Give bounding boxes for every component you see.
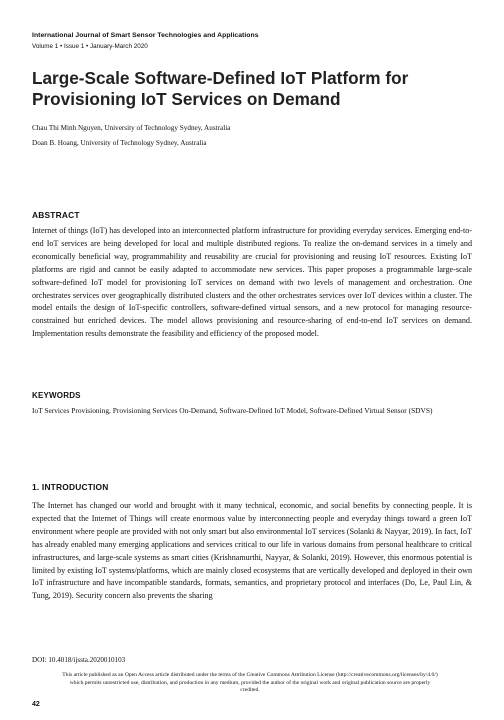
doi-line[interactable]: DOI: 10.4018/ijssta.2020010103	[32, 656, 126, 664]
introduction-heading: 1. INTRODUCTION	[32, 482, 109, 492]
introduction-text: The Internet has changed our world and brought with it many technical, economic, and social benefits by connecting people. It is expected that the Internet of Things will create enormous value by interconnecting people and everyday things toward a green IoT environment where people are provided with not only smart but also environmental IoT services (Solanki & Nayyar, 2019). In fact, IoT has already enabled many emerging applications and services critical to our life in various domains from personal healthcare to critical infrastructures, and large-scale systems as smart cities (Krishnamurthi, Nayyar, & Solanki, 2019). However, this enormous potential is limited by existing IoT systems/platforms, which are mainly closed ecosystems that are vertically developed and deployed in their own IoT infrastructure and have incompatible standards, formats, semantics, and proprietary protocol and interfaces (Do, Le, Paul Lin, & Tung, 2019). Security concern also prevents the sharing	[32, 501, 472, 601]
journal-name: International Journal of Smart Sensor Technologies and Applications	[32, 32, 259, 39]
abstract-heading: ABSTRACT	[32, 210, 80, 220]
author-affiliation-1: Chau Thi Minh Nguyen, University of Technology Sydney, Australia	[32, 124, 231, 132]
keywords-text: IoT Services Provisioning, Provisioning Services On-Demand, Software-Defined IoT Model, Software-Defined Virtual Sensor (SDVS)	[32, 406, 433, 415]
article-title: Large-Scale Software-Defined IoT Platform for Provisioning IoT Services on Demand	[32, 68, 409, 109]
keywords-heading: KEYWORDS	[32, 391, 81, 400]
license-note: This article published as an Open Access article distributed under the terms of the Creative Commons Attribution License (http://creativecommons.org/licenses/by/4.0/) which permits unrestricted use, distribution, and production in any medium, provided the author of the original work and original publication source are properly credited.	[62, 672, 438, 694]
author-affiliation-2: Doan B. Hoang, University of Technology Sydney, Australia	[32, 139, 207, 147]
journal-issue-line: Volume 1 • Issue 1 • January-March 2020	[32, 43, 148, 50]
page-number: 42	[32, 701, 40, 708]
abstract-text: Internet of things (IoT) has developed into an interconnected platform infrastructure for providing everyday services. Emerging end-to-end IoT services are being developed for local and multiple distributed regions. To realize the on-demand services in a timely and economically beneficial way, programmability and reusability are crucial for provisioning and reusing IoT resources. Existing IoT platforms are rigid and cannot be easily adapted to accommodate new services. This paper proposes a programmable large-scale software-defined IoT model for provisioning IoT services on demand with two levels of management and orchestration. One orchestrates services over geographically distributed clusters and the other orchestrates services over IoT devices within a cluster. The model entails the design of IoT-specific controllers, software-defined virtual sensors, and a new protocol for managing resource-constrained but enriched devices. The model allows provisioning and resource-sharing of end-to-end IoT services on demand. Implementation results demonstrate the feasibility and efficiency of the proposed model.	[32, 226, 472, 339]
